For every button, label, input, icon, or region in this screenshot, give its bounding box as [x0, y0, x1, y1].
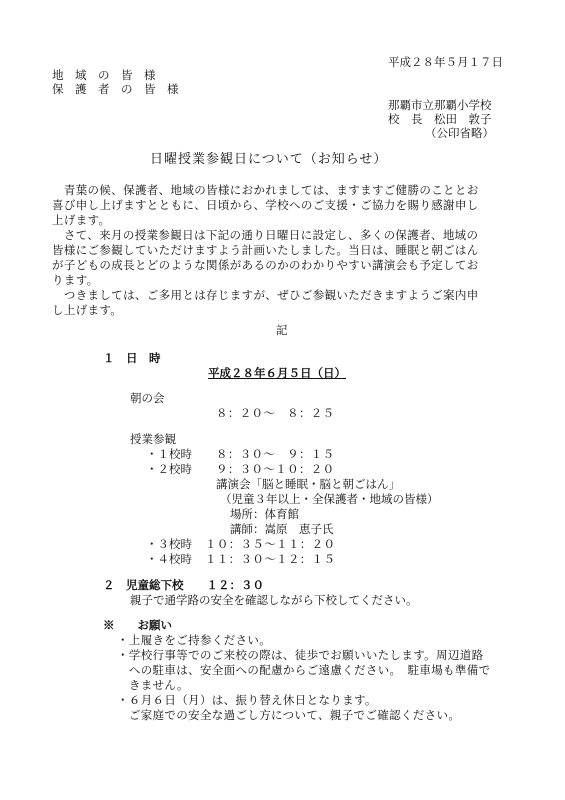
- dismissal-note: 親子で通学路の安全を確認しながら下校してください。: [130, 593, 418, 607]
- period-label: ・２校時: [146, 462, 192, 476]
- period-label: ・４校時: [146, 552, 192, 566]
- period-time: １０：３５～１１：２０: [205, 537, 336, 551]
- sender-principal: 校 長 松田 敦子: [388, 112, 492, 126]
- body-line: ります。: [52, 273, 99, 287]
- body-line: 上げます。: [52, 213, 111, 227]
- request-item: ・上履きをご持参ください。: [117, 633, 272, 647]
- period-label: ・３校時: [146, 537, 192, 551]
- body-line: さて、来月の授業参観日は下記の通り日曜日に設定し、多くの保護者、地域の: [52, 228, 479, 242]
- request-item: への駐車は、安全面への配慮からご遠慮ください。 駐車場も準備で: [117, 663, 491, 677]
- section-schedule-heading: １ 日 時: [103, 351, 161, 365]
- ki-marker: 記: [276, 323, 288, 337]
- morning-meeting-label: 朝の会: [130, 391, 165, 405]
- sender-school: 那覇市立那覇小学校: [388, 98, 492, 112]
- document-date: 平成２８年５月１７日: [388, 55, 503, 69]
- class-observation-label: 授業参観: [130, 432, 176, 446]
- event-date: 平成２８年６月５日（日）: [208, 366, 346, 380]
- morning-meeting-time: ８：２０～ ８：２５: [216, 406, 335, 420]
- body-line: が子どもの成長とどのような関係があるのかのわかりやすい講演会も予定してお: [52, 258, 479, 272]
- body-line: つきましては、ご多用とは存じますが、ぜひご参観いただきますようご案内申: [52, 288, 479, 302]
- request-item: きません。: [117, 678, 189, 692]
- body-line: 青葉の候、保護者、地域の皆様におかれましては、ますますご健勝のこととお: [52, 183, 479, 197]
- section-requests-heading: ※ お願い: [103, 618, 172, 632]
- recipient-guardians: 保 護 者 の 皆 様: [52, 82, 179, 96]
- period-time: １１：３０～１２：１５: [205, 552, 336, 566]
- recipient-community: 地 域 の 皆 様: [52, 68, 156, 82]
- lecture-venue: 場所：体育館: [230, 507, 299, 521]
- lecture-title: 講演会「脳と睡眠・脳と朝ごはん」: [216, 477, 400, 491]
- request-item: ・学校行事等でのご来校の際は、徒歩でお願いいたします。周辺道路: [117, 648, 484, 662]
- lecture-audience: （児童３年以上・全保護者・地域の皆様）: [220, 492, 439, 506]
- document-title: 日曜授業参観日について（お知らせ）: [150, 152, 388, 167]
- period-label: ・１校時: [146, 447, 192, 461]
- period-time: ９：３０～１０：２０: [216, 462, 335, 476]
- request-item: ご家庭での安全な過ごし方について、親子でご確認ください。: [117, 708, 461, 722]
- body-line: 皆様にご参観していただけますよう計画いたしました。当日は、睡眠と朝ごはん: [52, 243, 479, 257]
- period-time: ８：３０～ ９：１５: [216, 447, 335, 461]
- request-item: ・６月６日（月）は、振り替え休日となります。: [117, 693, 377, 707]
- lecture-speaker: 講師：嵩原 恵子氏: [230, 522, 334, 536]
- section-dismissal-heading: ２ 児童総下校 １２：３０: [103, 578, 264, 592]
- body-line: し上げます。: [52, 303, 123, 317]
- body-line: 喜び申し上げますとともに、日頃から、学校へのご支援・ご協力を賜り感謝申し: [52, 198, 479, 212]
- seal-omitted-note: （公印省略）: [425, 126, 494, 140]
